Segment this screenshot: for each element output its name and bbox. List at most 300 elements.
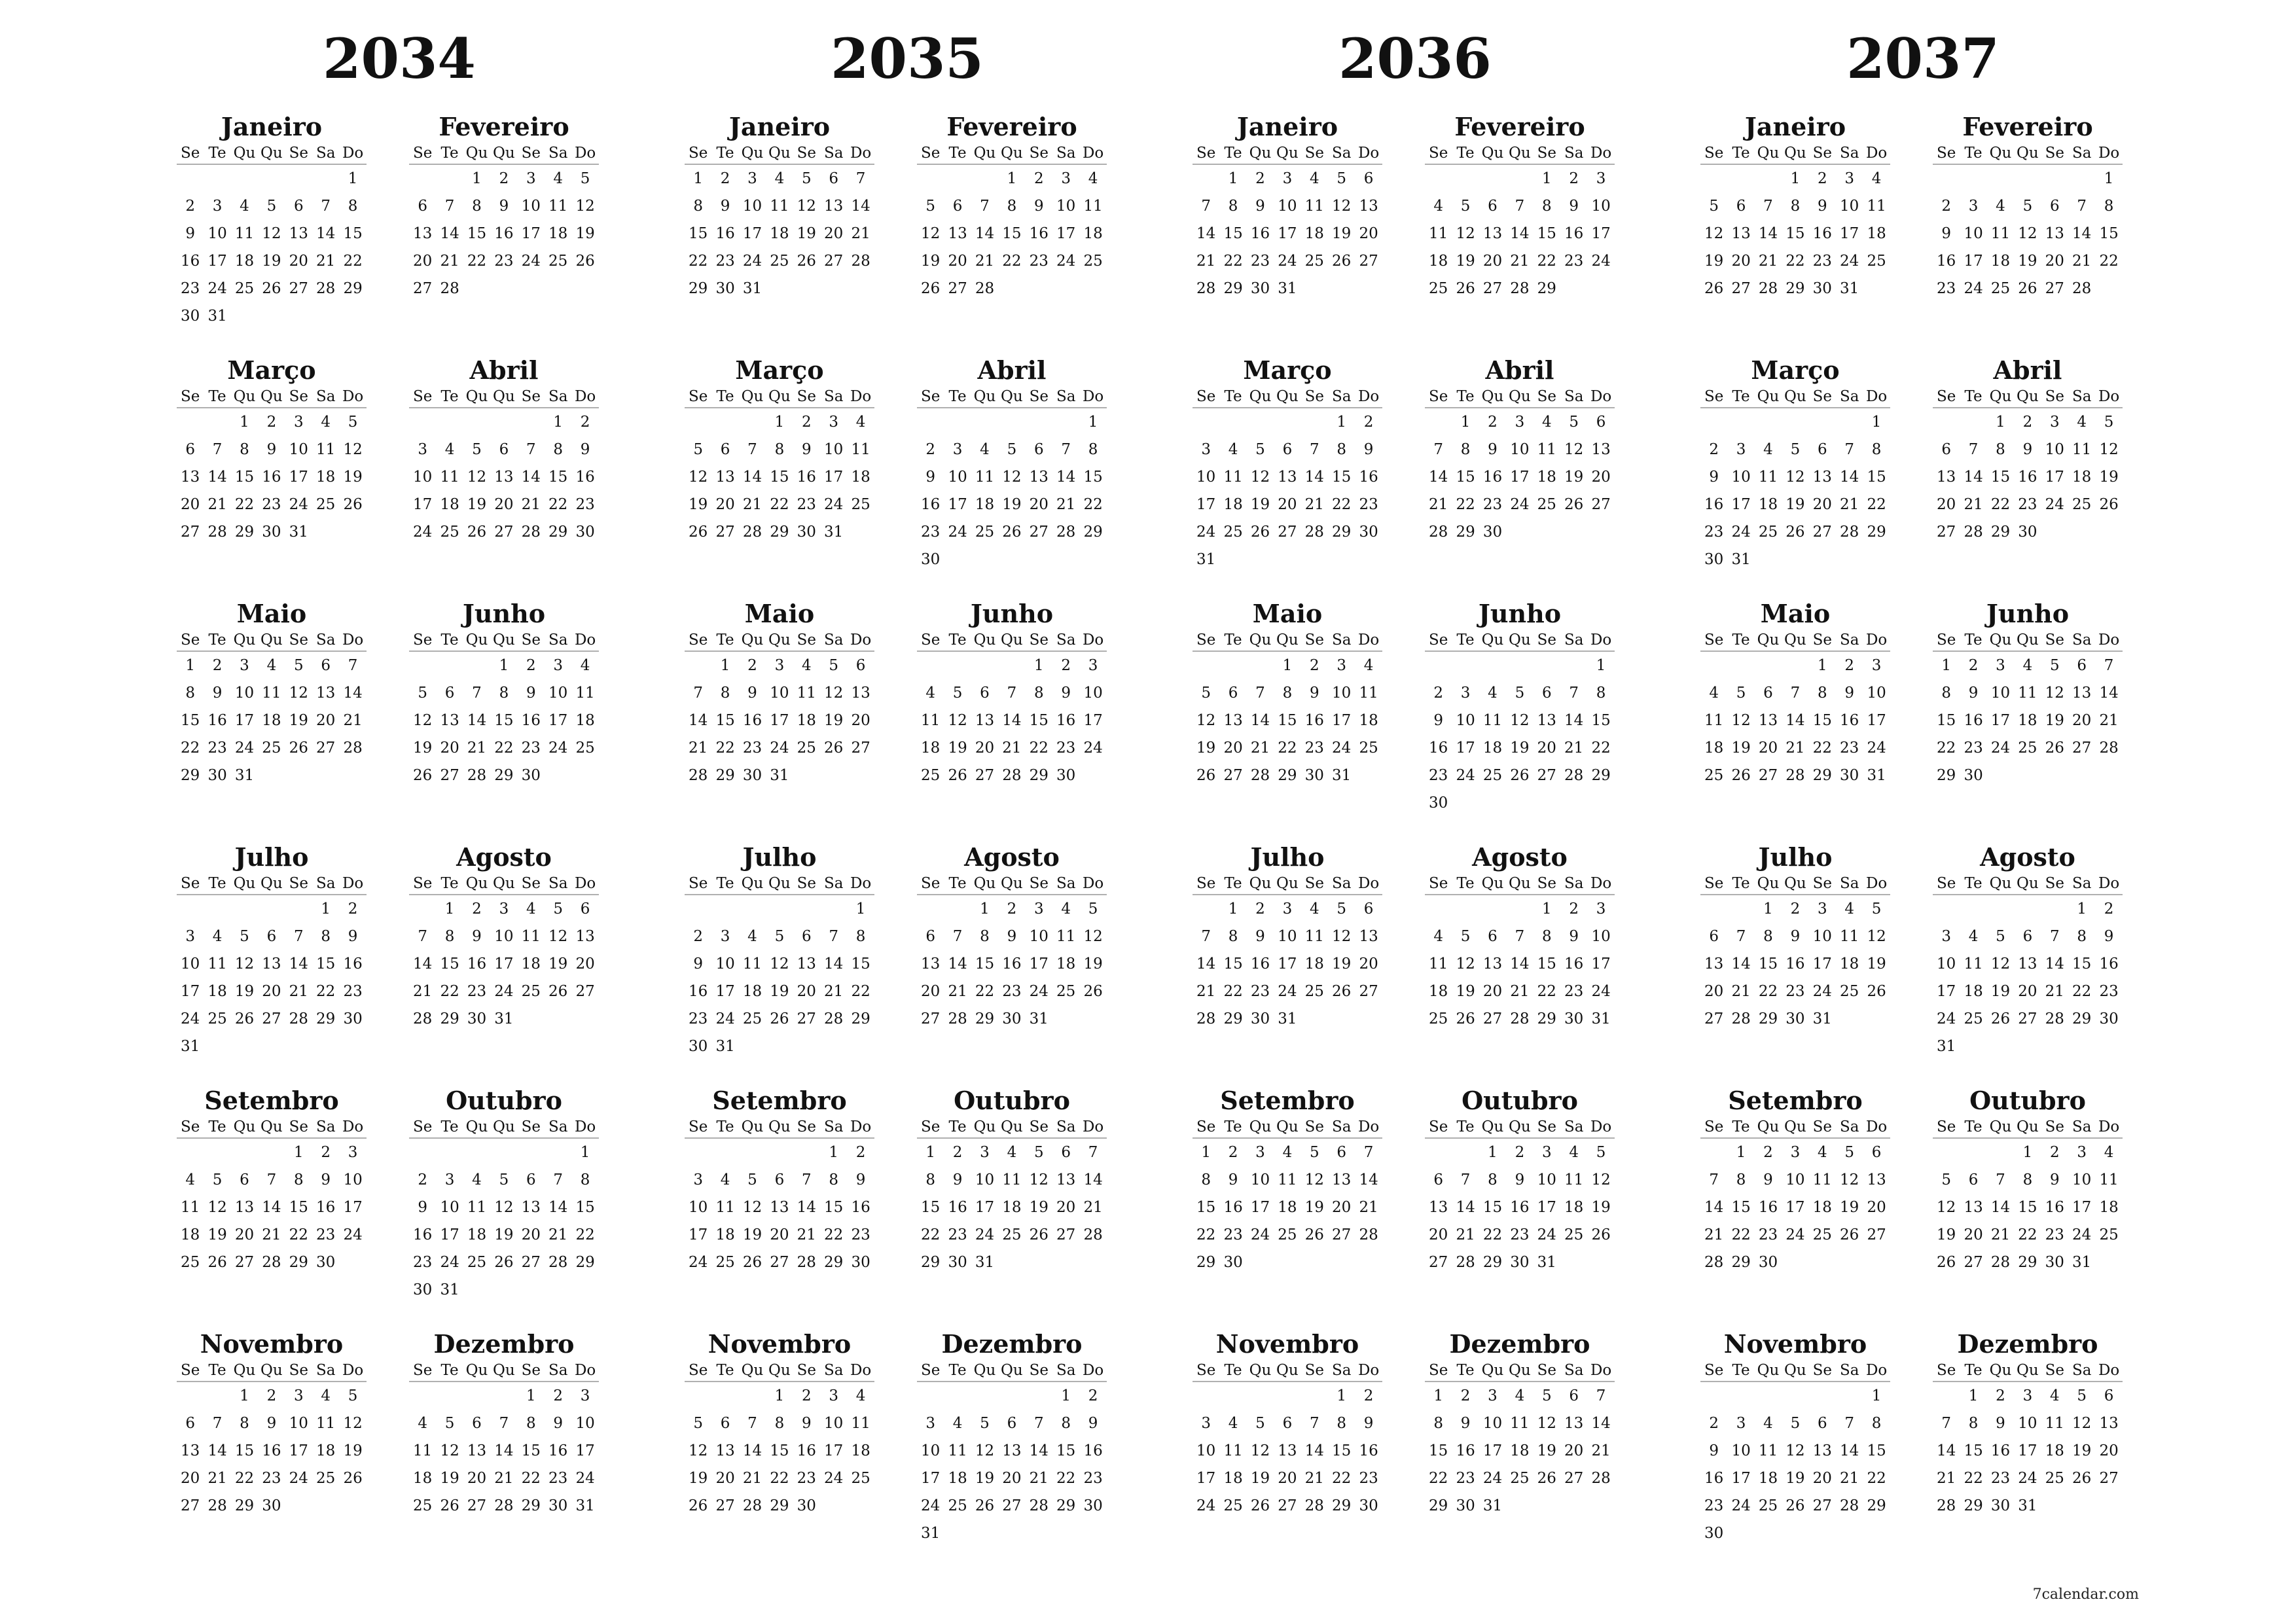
day-cell: 24	[1456, 767, 1475, 784]
day-cell: 8	[720, 685, 730, 702]
weekday-label: Qu	[1989, 1362, 2012, 1379]
day-cell: 13	[2072, 685, 2092, 702]
day-cell: 14	[413, 955, 433, 972]
day-cell: 28	[467, 767, 487, 784]
day-cell: 27	[1591, 496, 1611, 513]
day-cell: 20	[1278, 496, 1297, 513]
day-cell: 11	[2099, 1171, 2119, 1188]
day-cell: 7	[1460, 1171, 1471, 1188]
day-cell: 2	[2104, 901, 2114, 918]
day-cell: 6	[526, 1171, 536, 1188]
day-cell: 23	[1223, 1226, 1243, 1243]
weekday-label: Se	[921, 1118, 941, 1135]
weekday-label: Qu	[1757, 145, 1780, 162]
day-cell: 13	[1731, 225, 1751, 242]
day-cell: 15	[548, 469, 568, 486]
day-cell: 26	[1564, 496, 1584, 513]
day-cell: 8	[1871, 1415, 1882, 1432]
day-cell: 28	[851, 253, 870, 270]
day-cell: 9	[1061, 685, 1071, 702]
day-cell: 20	[1867, 1199, 1886, 1216]
day-cell: 8	[1941, 685, 1952, 702]
day-cell: 29	[521, 1497, 541, 1514]
day-cell: 7	[2104, 657, 2114, 674]
day-cell: 28	[1510, 280, 1530, 297]
day-cell: 24	[1990, 740, 2011, 757]
weekday-label: Te	[1732, 875, 1750, 892]
day-cell: 18	[2018, 712, 2037, 729]
day-cell: 4	[580, 657, 590, 674]
day-cell: 7	[1844, 1415, 1855, 1432]
month-name: Fevereiro	[439, 112, 569, 141]
weekday-label: Do	[2098, 1118, 2120, 1135]
day-cell: 16	[742, 712, 762, 729]
weekday-label: Se	[1937, 1362, 1956, 1379]
day-cell: 11	[1304, 198, 1324, 215]
day-cell: 18	[1278, 1199, 1297, 1216]
day-cell: 30	[2099, 1010, 2119, 1027]
day-cell: 2	[1569, 901, 1579, 918]
day-cell: 26	[1083, 983, 1103, 1000]
day-cell: 8	[1061, 1415, 1071, 1432]
day-cell: 19	[1564, 469, 1584, 486]
day-cell: 22	[494, 740, 514, 757]
day-cell: 15	[1990, 469, 2011, 486]
weekday-header	[409, 873, 599, 895]
day-cell: 12	[413, 712, 433, 729]
day-cell: 24	[1937, 1010, 1956, 1027]
weekday-label: Te	[948, 632, 967, 649]
day-cell: 4	[1996, 198, 2005, 215]
day-cell: 15	[575, 1199, 595, 1216]
day-cell: 19	[1332, 225, 1352, 242]
day-cell: 9	[499, 198, 509, 215]
weekday-label: Sa	[1056, 1362, 1076, 1379]
day-cell: 9	[321, 1171, 331, 1188]
day-cell: 25	[742, 1010, 762, 1027]
day-cell: 29	[715, 767, 735, 784]
day-cell: 15	[234, 1442, 255, 1459]
day-cell: 8	[240, 441, 249, 458]
day-cell: 12	[289, 685, 308, 702]
day-cell: 19	[689, 1470, 708, 1487]
day-cell: 13	[797, 955, 816, 972]
day-cell: 15	[1223, 225, 1243, 242]
day-cell: 11	[1990, 225, 2011, 242]
day-cell: 7	[1201, 928, 1211, 945]
day-cell: 4	[774, 170, 785, 187]
day-cell: 26	[1332, 983, 1352, 1000]
day-cell: 8	[1088, 441, 1098, 458]
day-cell: 28	[1964, 524, 1983, 541]
weekday-label: Do	[574, 1118, 596, 1135]
weekday-header	[1193, 1116, 1382, 1139]
day-cell: 3	[1941, 928, 1952, 945]
day-cell: 10	[921, 1442, 941, 1459]
weekday-label: Sa	[315, 145, 336, 162]
day-cell: 26	[1250, 1497, 1270, 1514]
month-name: Dezembro	[1957, 1329, 2098, 1359]
day-cell: 29	[1332, 524, 1352, 541]
day-cell: 13	[1564, 1415, 1584, 1432]
day-cell: 9	[801, 1415, 812, 1432]
day-cell: 23	[1359, 1470, 1378, 1487]
day-cell: 25	[1510, 1470, 1530, 1487]
day-cell: 18	[234, 253, 255, 270]
weekday-label: Qu	[260, 1362, 283, 1379]
day-cell: 9	[266, 1415, 277, 1432]
day-cell: 6	[801, 928, 812, 945]
day-cell: 7	[1309, 1415, 1319, 1432]
day-cell: 1	[240, 414, 249, 431]
day-cell: 28	[289, 1010, 308, 1027]
day-cell: 8	[1763, 928, 1773, 945]
day-cell: 27	[824, 253, 844, 270]
day-cell: 28	[689, 767, 708, 784]
day-cell: 27	[1964, 1254, 1983, 1271]
day-cell: 11	[2045, 1415, 2064, 1432]
day-cell: 28	[742, 1497, 762, 1514]
day-cell: 20	[1482, 253, 1503, 270]
day-cell: 27	[413, 280, 433, 297]
day-cell: 31	[1029, 1010, 1049, 1027]
day-cell: 17	[1456, 740, 1475, 757]
day-cell: 8	[1736, 1171, 1746, 1188]
day-cell: 22	[440, 983, 459, 1000]
day-cell: 20	[1482, 983, 1503, 1000]
day-cell: 14	[1591, 1415, 1611, 1432]
day-cell: 18	[262, 712, 281, 729]
day-cell: 12	[2072, 1415, 2092, 1432]
weekday-label: Se	[1812, 1362, 1832, 1379]
day-cell: 19	[948, 740, 967, 757]
day-cell: 7	[1201, 198, 1211, 215]
day-cell: 2	[747, 657, 757, 674]
day-cell: 24	[1332, 740, 1352, 757]
day-cell: 24	[575, 1470, 595, 1487]
day-cell: 22	[234, 496, 255, 513]
day-cell: 21	[1704, 1226, 1724, 1243]
day-cell: 29	[1456, 524, 1475, 541]
day-cell: 22	[1591, 740, 1611, 757]
day-cell: 15	[1537, 955, 1556, 972]
day-cell: 21	[494, 1470, 514, 1487]
day-cell: 15	[851, 955, 870, 972]
day-cell: 3	[980, 1144, 990, 1161]
day-cell: 23	[797, 1470, 816, 1487]
day-cell: 22	[851, 983, 870, 1000]
day-cell: 23	[413, 1254, 433, 1271]
day-cell: 25	[1223, 1497, 1243, 1514]
day-cell: 1	[1282, 657, 1293, 674]
weekday-label: Se	[2045, 1118, 2064, 1135]
day-cell: 4	[1968, 928, 1979, 945]
day-cell: 31	[1278, 280, 1297, 297]
day-cell: 12	[262, 225, 281, 242]
weekday-label: Qu	[741, 145, 764, 162]
weekday-header	[1425, 1116, 1615, 1139]
day-cell: 6	[240, 1171, 249, 1188]
day-cell: 9	[1228, 1171, 1238, 1188]
day-cell: 7	[444, 198, 455, 215]
weekday-label: Sa	[1331, 875, 1352, 892]
day-cell: 5	[266, 198, 277, 215]
weekday-label: Qu	[493, 632, 515, 649]
day-cell: 11	[1429, 225, 1448, 242]
day-cell: 19	[2072, 1442, 2092, 1459]
day-cell: 4	[1309, 901, 1319, 918]
day-cell: 13	[1812, 1442, 1832, 1459]
day-cell: 1	[1596, 657, 1606, 674]
day-cell: 3	[1736, 1415, 1746, 1432]
day-cell: 9	[1515, 1171, 1525, 1188]
day-cell: 9	[2022, 441, 2033, 458]
day-cell: 14	[316, 225, 336, 242]
day-cell: 30	[262, 524, 281, 541]
day-cell: 29	[1223, 280, 1243, 297]
weekday-label: Te	[1224, 145, 1242, 162]
day-cell: 3	[185, 928, 196, 945]
day-cell: 7	[1996, 1171, 2005, 1188]
day-cell: 21	[1196, 253, 1216, 270]
day-cell: 31	[1591, 1010, 1611, 1027]
weekday-label: Do	[850, 875, 872, 892]
day-cell: 27	[1029, 524, 1049, 541]
day-cell: 26	[1537, 1470, 1556, 1487]
day-cell: 26	[797, 253, 816, 270]
day-cell: 31	[1332, 767, 1352, 784]
weekday-label: Qu	[1249, 145, 1272, 162]
day-cell: 21	[975, 253, 995, 270]
day-cell: 10	[1990, 685, 2011, 702]
day-cell: 17	[1785, 1199, 1805, 1216]
day-cell: 31	[2072, 1254, 2092, 1271]
day-cell: 15	[1056, 1442, 1076, 1459]
day-cell: 13	[975, 712, 995, 729]
day-cell: 15	[1332, 1442, 1352, 1459]
day-cell: 1	[1541, 170, 1552, 187]
day-cell: 13	[234, 1199, 255, 1216]
weekday-label: Do	[1082, 632, 1104, 649]
weekday-label: Se	[921, 632, 941, 649]
day-cell: 13	[1278, 469, 1297, 486]
weekday-label: Te	[716, 388, 734, 405]
day-cell: 22	[1332, 496, 1352, 513]
weekday-label: Te	[1964, 388, 1982, 405]
day-cell: 11	[413, 1442, 433, 1459]
day-cell: 26	[289, 740, 308, 757]
day-cell: 10	[1812, 928, 1832, 945]
day-cell: 18	[440, 496, 459, 513]
day-cell: 25	[2045, 1470, 2064, 1487]
day-cell: 31	[1867, 767, 1886, 784]
weekday-label: Se	[521, 875, 541, 892]
day-cell: 17	[1731, 496, 1751, 513]
day-cell: 27	[467, 1497, 487, 1514]
day-cell: 20	[575, 955, 595, 972]
day-cell: 24	[1537, 1226, 1556, 1243]
day-cell: 29	[1867, 524, 1886, 541]
day-cell: 14	[440, 225, 459, 242]
weekday-label: Se	[521, 1362, 541, 1379]
day-cell: 13	[494, 469, 514, 486]
day-cell: 6	[444, 685, 455, 702]
day-cell: 22	[575, 1226, 595, 1243]
day-cell: 23	[1250, 253, 1270, 270]
day-cell: 22	[1537, 983, 1556, 1000]
weekday-label: Se	[1304, 875, 1324, 892]
day-cell: 7	[1255, 685, 1265, 702]
weekday-label: Te	[1732, 145, 1750, 162]
day-cell: 11	[975, 469, 995, 486]
day-cell: 29	[575, 1254, 595, 1271]
day-cell: 1	[1736, 1144, 1746, 1161]
day-cell: 14	[2045, 955, 2064, 972]
weekday-label: Se	[1196, 1362, 1216, 1379]
day-cell: 14	[1250, 712, 1270, 729]
day-cell: 3	[580, 1387, 590, 1404]
day-cell: 24	[1785, 1226, 1805, 1243]
day-cell: 25	[521, 983, 541, 1000]
day-cell: 14	[1840, 1442, 1859, 1459]
day-cell: 21	[1196, 983, 1216, 1000]
day-cell: 22	[316, 983, 336, 1000]
day-cell: 24	[1840, 253, 1859, 270]
day-cell: 10	[2018, 1415, 2037, 1432]
day-cell: 29	[234, 524, 255, 541]
day-cell: 11	[548, 198, 568, 215]
day-cell: 5	[348, 414, 358, 431]
day-cell: 3	[1201, 441, 1211, 458]
day-cell: 21	[316, 253, 336, 270]
day-cell: 6	[1363, 170, 1374, 187]
day-cell: 3	[348, 1144, 358, 1161]
weekday-label: Do	[2098, 1362, 2120, 1379]
day-cell: 31	[494, 1010, 514, 1027]
day-cell: 17	[2018, 1442, 2037, 1459]
weekday-label: Se	[921, 1362, 941, 1379]
day-cell: 18	[921, 740, 941, 757]
weekday-label: Qu	[1509, 145, 1531, 162]
day-cell: 7	[747, 441, 757, 458]
day-cell: 31	[921, 1525, 941, 1542]
day-cell: 8	[2022, 1171, 2033, 1188]
weekday-label: Se	[1429, 875, 1448, 892]
day-cell: 11	[1510, 1415, 1530, 1432]
weekday-label: Qu	[1249, 1362, 1272, 1379]
day-cell: 5	[1255, 1415, 1265, 1432]
day-cell: 17	[1083, 712, 1103, 729]
weekday-label: Qu	[1784, 1362, 1806, 1379]
day-cell: 26	[2045, 740, 2064, 757]
weekday-label: Sa	[823, 875, 844, 892]
day-cell: 16	[1758, 1199, 1778, 1216]
day-cell: 6	[1736, 198, 1746, 215]
day-cell: 10	[1278, 198, 1297, 215]
day-cell: 28	[1937, 1497, 1956, 1514]
weekday-label: Sa	[1564, 632, 1584, 649]
day-cell: 18	[715, 1226, 735, 1243]
month-name: Novembro	[200, 1329, 344, 1359]
day-cell: 8	[580, 1171, 590, 1188]
day-cell: 7	[1033, 1415, 1044, 1432]
day-cell: 24	[289, 1470, 308, 1487]
day-cell: 3	[1736, 441, 1746, 458]
weekday-label: Sa	[1056, 145, 1076, 162]
day-cell: 2	[1968, 657, 1979, 674]
day-cell: 1	[526, 1387, 536, 1404]
day-cell: 22	[2099, 253, 2119, 270]
day-cell: 16	[1812, 225, 1832, 242]
day-cell: 9	[1007, 928, 1017, 945]
day-cell: 10	[1196, 469, 1216, 486]
day-cell: 12	[1704, 225, 1724, 242]
day-cell: 8	[774, 441, 785, 458]
day-cell: 7	[1433, 441, 1444, 458]
day-cell: 3	[774, 657, 785, 674]
day-cell: 13	[770, 1199, 789, 1216]
weekday-label: Do	[1865, 1362, 1888, 1379]
day-cell: 23	[1812, 253, 1832, 270]
day-cell: 6	[499, 441, 509, 458]
day-cell: 27	[1758, 767, 1778, 784]
weekday-label: Qu	[768, 145, 791, 162]
day-cell: 10	[1196, 1442, 1216, 1459]
weekday-label: Do	[1082, 388, 1104, 405]
day-cell: 15	[343, 225, 363, 242]
day-cell: 24	[1029, 983, 1049, 1000]
day-cell: 8	[774, 1415, 785, 1432]
day-cell: 22	[521, 1470, 541, 1487]
day-cell: 11	[1278, 1171, 1297, 1188]
day-cell: 28	[975, 280, 995, 297]
day-cell: 13	[575, 928, 595, 945]
day-cell: 16	[2045, 1199, 2064, 1216]
day-cell: 23	[1990, 1470, 2011, 1487]
day-cell: 26	[824, 740, 844, 757]
year-title: 2037	[1846, 26, 2000, 91]
day-cell: 18	[1564, 1199, 1584, 1216]
weekday-label: Te	[948, 1362, 967, 1379]
weekday-label: Sa	[548, 1118, 568, 1135]
day-cell: 7	[1763, 198, 1773, 215]
day-cell: 26	[1304, 1226, 1324, 1243]
day-cell: 20	[1002, 1470, 1022, 1487]
day-cell: 25	[948, 1497, 967, 1514]
day-cell: 29	[1332, 1497, 1352, 1514]
day-cell: 29	[770, 1497, 789, 1514]
day-cell: 6	[1033, 441, 1044, 458]
day-cell: 2	[1061, 657, 1071, 674]
weekday-label: Qu	[1249, 632, 1272, 649]
month-name: Abril	[1485, 355, 1554, 385]
day-cell: 12	[689, 1442, 708, 1459]
day-cell: 3	[1201, 1415, 1211, 1432]
weekday-label: Te	[440, 1118, 459, 1135]
day-cell: 2	[1363, 1387, 1374, 1404]
day-cell: 16	[548, 1442, 568, 1459]
day-cell: 6	[720, 441, 730, 458]
weekday-label: Se	[797, 875, 816, 892]
day-cell: 20	[715, 1470, 735, 1487]
day-cell: 19	[1029, 1199, 1049, 1216]
day-cell: 3	[1088, 657, 1098, 674]
day-cell: 16	[1002, 955, 1022, 972]
day-cell: 12	[234, 955, 255, 972]
day-cell: 25	[1812, 1226, 1832, 1243]
day-cell: 2	[720, 170, 730, 187]
day-cell: 20	[494, 496, 514, 513]
